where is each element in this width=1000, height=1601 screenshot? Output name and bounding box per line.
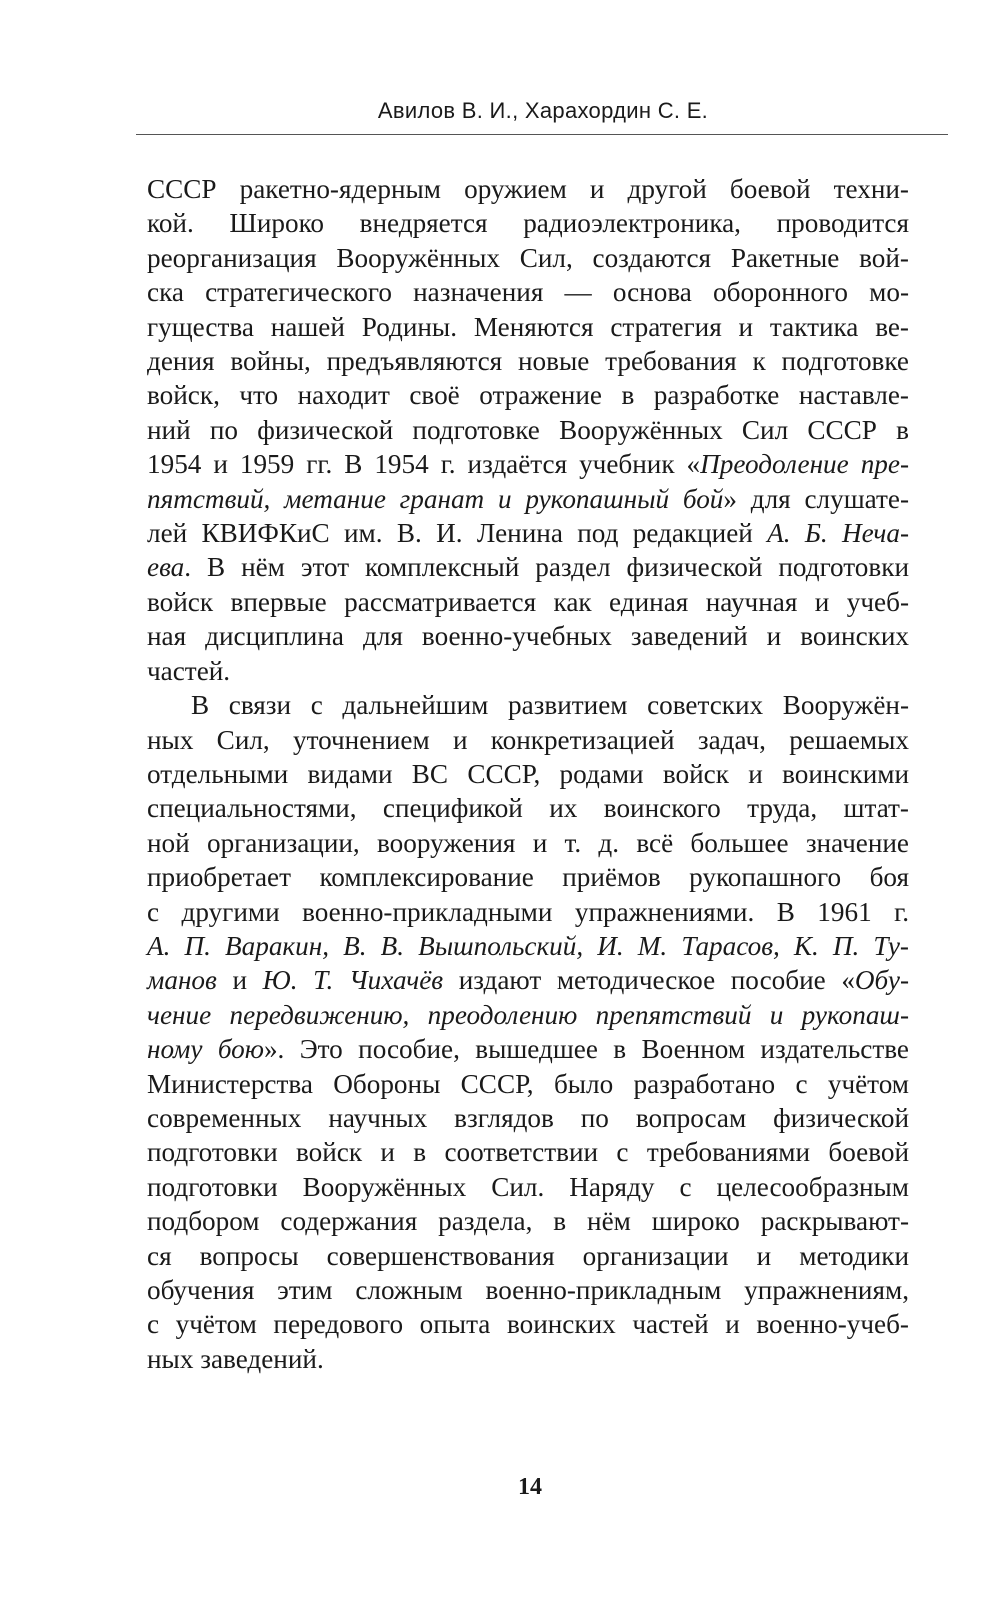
italic-text: ному бою [147, 1034, 264, 1065]
text-segment: современных научных взглядов по вопросам физической [147, 1102, 909, 1133]
text-line [147, 1239, 909, 1273]
text-line [147, 1135, 909, 1169]
text-segment: приобретает комплексирование приёмов рукопашного боя [147, 862, 909, 893]
italic-text: А. Б. Неча- [767, 518, 909, 549]
italic-text: Преодоление пре- [700, 449, 909, 480]
text-segment: отдельными видами ВС СССР, родами войск и воинскими [147, 758, 909, 789]
italic-text: пятствий, метание гранат и рукопашный бой [147, 483, 724, 514]
text-segment: » для слушате- [723, 483, 909, 514]
text-line [147, 482, 909, 516]
text-line [147, 791, 909, 825]
text-line [147, 1170, 909, 1204]
text-segment: СССР ракетно-ядерным оружием и другой боевой техни- [147, 174, 909, 204]
running-header: Авилов В. И., Харахордин С. Е. [377, 98, 709, 123]
text-line [147, 1204, 909, 1238]
text-line [147, 275, 909, 309]
text-segment: частей. [147, 655, 231, 686]
text-segment: кой. Широко внедряется радиоэлектроника, проводится [147, 208, 909, 239]
text-segment: . В нём этот комплексный раздел физической подготовки [184, 552, 909, 583]
text-segment: обучения этим сложным военно-прикладным упражнениям, [147, 1275, 909, 1305]
text-line [147, 688, 909, 722]
text-line [147, 206, 909, 240]
text-line [147, 447, 909, 481]
text-segment: подготовки Вооружённых Сил. Наряду с целесообразным [147, 1171, 909, 1202]
text-segment: подготовки войск и в соответствии с требованиями боевой [147, 1137, 909, 1168]
text-segment: ний по физической подготовке Вооружённых Сил СССР в [147, 414, 909, 445]
text-segment: 1954 и 1959 гг. В 1954 г. издаётся учебник « [147, 449, 701, 480]
text-segment: ных заведений. [147, 1343, 324, 1374]
text-line [147, 1067, 909, 1101]
text-line [147, 1101, 909, 1135]
italic-text: манов [147, 965, 217, 996]
text-line [147, 516, 909, 550]
text-line [147, 654, 909, 688]
italic-text: А. П. Варакин, В. В. Вышпольский, И. М. Тарасов, К. П. Ту- [147, 930, 909, 961]
text-line [147, 1342, 909, 1376]
text-line [147, 929, 909, 963]
text-line [147, 757, 909, 791]
text-segment: издают методическое пособие « [443, 965, 855, 996]
text-line [147, 241, 909, 275]
text-segment: с учётом передового опыта воинских частей и военно-учеб- [147, 1309, 909, 1340]
text-line [147, 826, 909, 860]
text-segment: подбором содержания раздела, в нём широко раскрывают- [147, 1206, 909, 1237]
text-line [147, 895, 909, 929]
text-segment: ся вопросы совершенствования организации и методики [147, 1240, 909, 1271]
italic-text: Обу- [854, 965, 909, 996]
text-segment: реорганизация Вооружённых Сил, создаются Ракетные вой- [147, 242, 909, 273]
italic-text: Ю. Т. Чихачёв [262, 965, 444, 996]
text-line [147, 378, 909, 412]
paragraph-2 [147, 688, 909, 1376]
text-segment: ной организации, вооружения и т. д. всё большее значение [147, 827, 909, 858]
body-text [147, 172, 909, 1376]
italic-text: ева [147, 552, 185, 583]
text-line [147, 172, 909, 206]
italic-text: чение передвижению, преодолению препятствий и рукопаш- [147, 999, 909, 1030]
paragraph-1 [147, 172, 909, 688]
text-segment: ска стратегического назначения — основа оборонного мо- [147, 277, 909, 308]
text-segment: и [216, 965, 263, 996]
text-line [147, 310, 909, 344]
text-line [147, 585, 909, 619]
text-segment: ». Это пособие, вышедшее в Военном издательстве [263, 1034, 910, 1065]
text-line [147, 963, 909, 997]
text-line [147, 723, 909, 757]
text-line [147, 413, 909, 447]
text-line [147, 344, 909, 378]
text-segment: ных Сил, уточнением и конкретизацией задач, решаемых [147, 724, 909, 755]
header-rule [136, 134, 948, 135]
text-line [147, 1307, 909, 1341]
text-segment: войск впервые рассматривается как единая научная и учеб- [147, 586, 909, 617]
text-segment: дения войны, предъявляются новые требования к подготовке [147, 346, 909, 377]
text-segment: гущества нашей Родины. Меняются стратегия и тактика ве- [147, 311, 909, 342]
text-line [147, 550, 909, 584]
text-segment: специальностями, спецификой их воинского труда, штат- [147, 793, 909, 824]
text-line [147, 619, 909, 653]
page-number: 14 [518, 1474, 542, 1500]
text-line [147, 1273, 909, 1307]
text-segment: с другими военно-прикладными упражнениями. В 1961 г. [147, 896, 909, 927]
text-line [147, 998, 909, 1032]
text-line [147, 860, 909, 894]
text-segment: ная дисциплина для военно-учебных заведений и воинских [147, 621, 909, 652]
text-line [147, 1032, 909, 1066]
text-segment: войск, что находит своё отражение в разработке наставле- [147, 380, 909, 411]
text-segment: В связи с дальнейшим развитием советских Вооружён- [191, 690, 909, 721]
text-segment: Министерства Обороны СССР, было разработано с учётом [147, 1068, 909, 1099]
text-segment: лей КВИФКиС им. В. И. Ленина под редакцией [147, 518, 768, 549]
